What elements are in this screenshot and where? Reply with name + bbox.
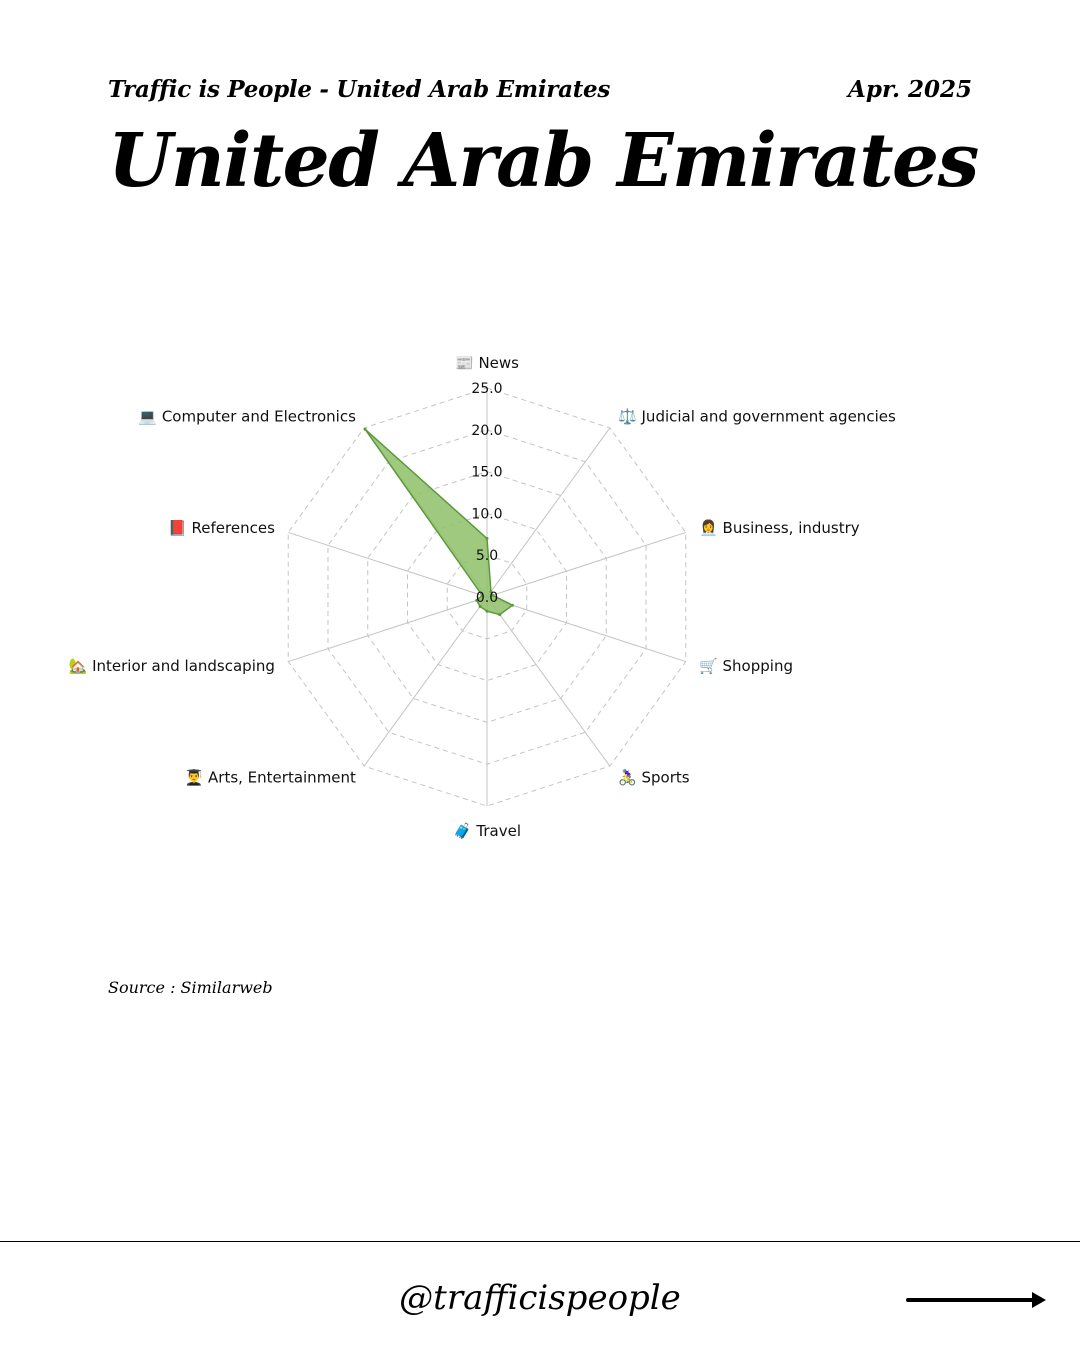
- grid-spoke: [487, 597, 686, 662]
- social-handle: @trafficispeople: [399, 1278, 681, 1318]
- grid-spoke: [487, 428, 610, 597]
- page-title: United Arab Emirates: [108, 118, 978, 204]
- grid-spoke: [487, 597, 610, 766]
- tick-label: 0.0: [475, 590, 499, 606]
- radar-point: [498, 613, 501, 616]
- category-label: ⚖️ Judicial and government agencies: [618, 407, 896, 426]
- category-label: 👨‍🎓 Arts, Entertainment: [184, 768, 356, 787]
- tick-label: 25.0: [471, 381, 503, 397]
- category-label: 🏡 Interior and landscaping: [68, 656, 275, 675]
- tick-label: 10.0: [471, 506, 503, 523]
- category-label: 🧳 Travel: [452, 822, 522, 840]
- category-label: 👩‍💼 Business, industry: [699, 519, 860, 538]
- source-note: Source : Similarweb: [108, 978, 273, 997]
- radar-point: [511, 604, 514, 607]
- radar-point: [486, 537, 489, 540]
- category-label: 📰 News: [455, 354, 519, 372]
- radar-point: [486, 610, 489, 613]
- radar-chart: [0, 330, 1080, 870]
- arrow-right-icon[interactable]: [906, 1288, 1048, 1312]
- tick-label: 20.0: [471, 422, 503, 439]
- radar-point: [364, 428, 367, 431]
- category-label: 📕 References: [168, 519, 275, 538]
- tick-label: 15.0: [471, 464, 503, 481]
- grid-spoke: [364, 597, 487, 766]
- category-label: 🛒 Shopping: [699, 656, 793, 675]
- report-date: Apr. 2025: [848, 76, 972, 103]
- grid-spoke: [288, 597, 487, 662]
- tick-label: 5.0: [475, 548, 499, 565]
- grid-spoke: [487, 532, 686, 597]
- footer-divider: [0, 1241, 1080, 1242]
- category-label: 💻 Computer and Electronics: [138, 407, 356, 426]
- subtitle: Traffic is People - United Arab Emirates: [108, 76, 611, 103]
- category-label: 🚴‍♀️ Sports: [618, 768, 690, 787]
